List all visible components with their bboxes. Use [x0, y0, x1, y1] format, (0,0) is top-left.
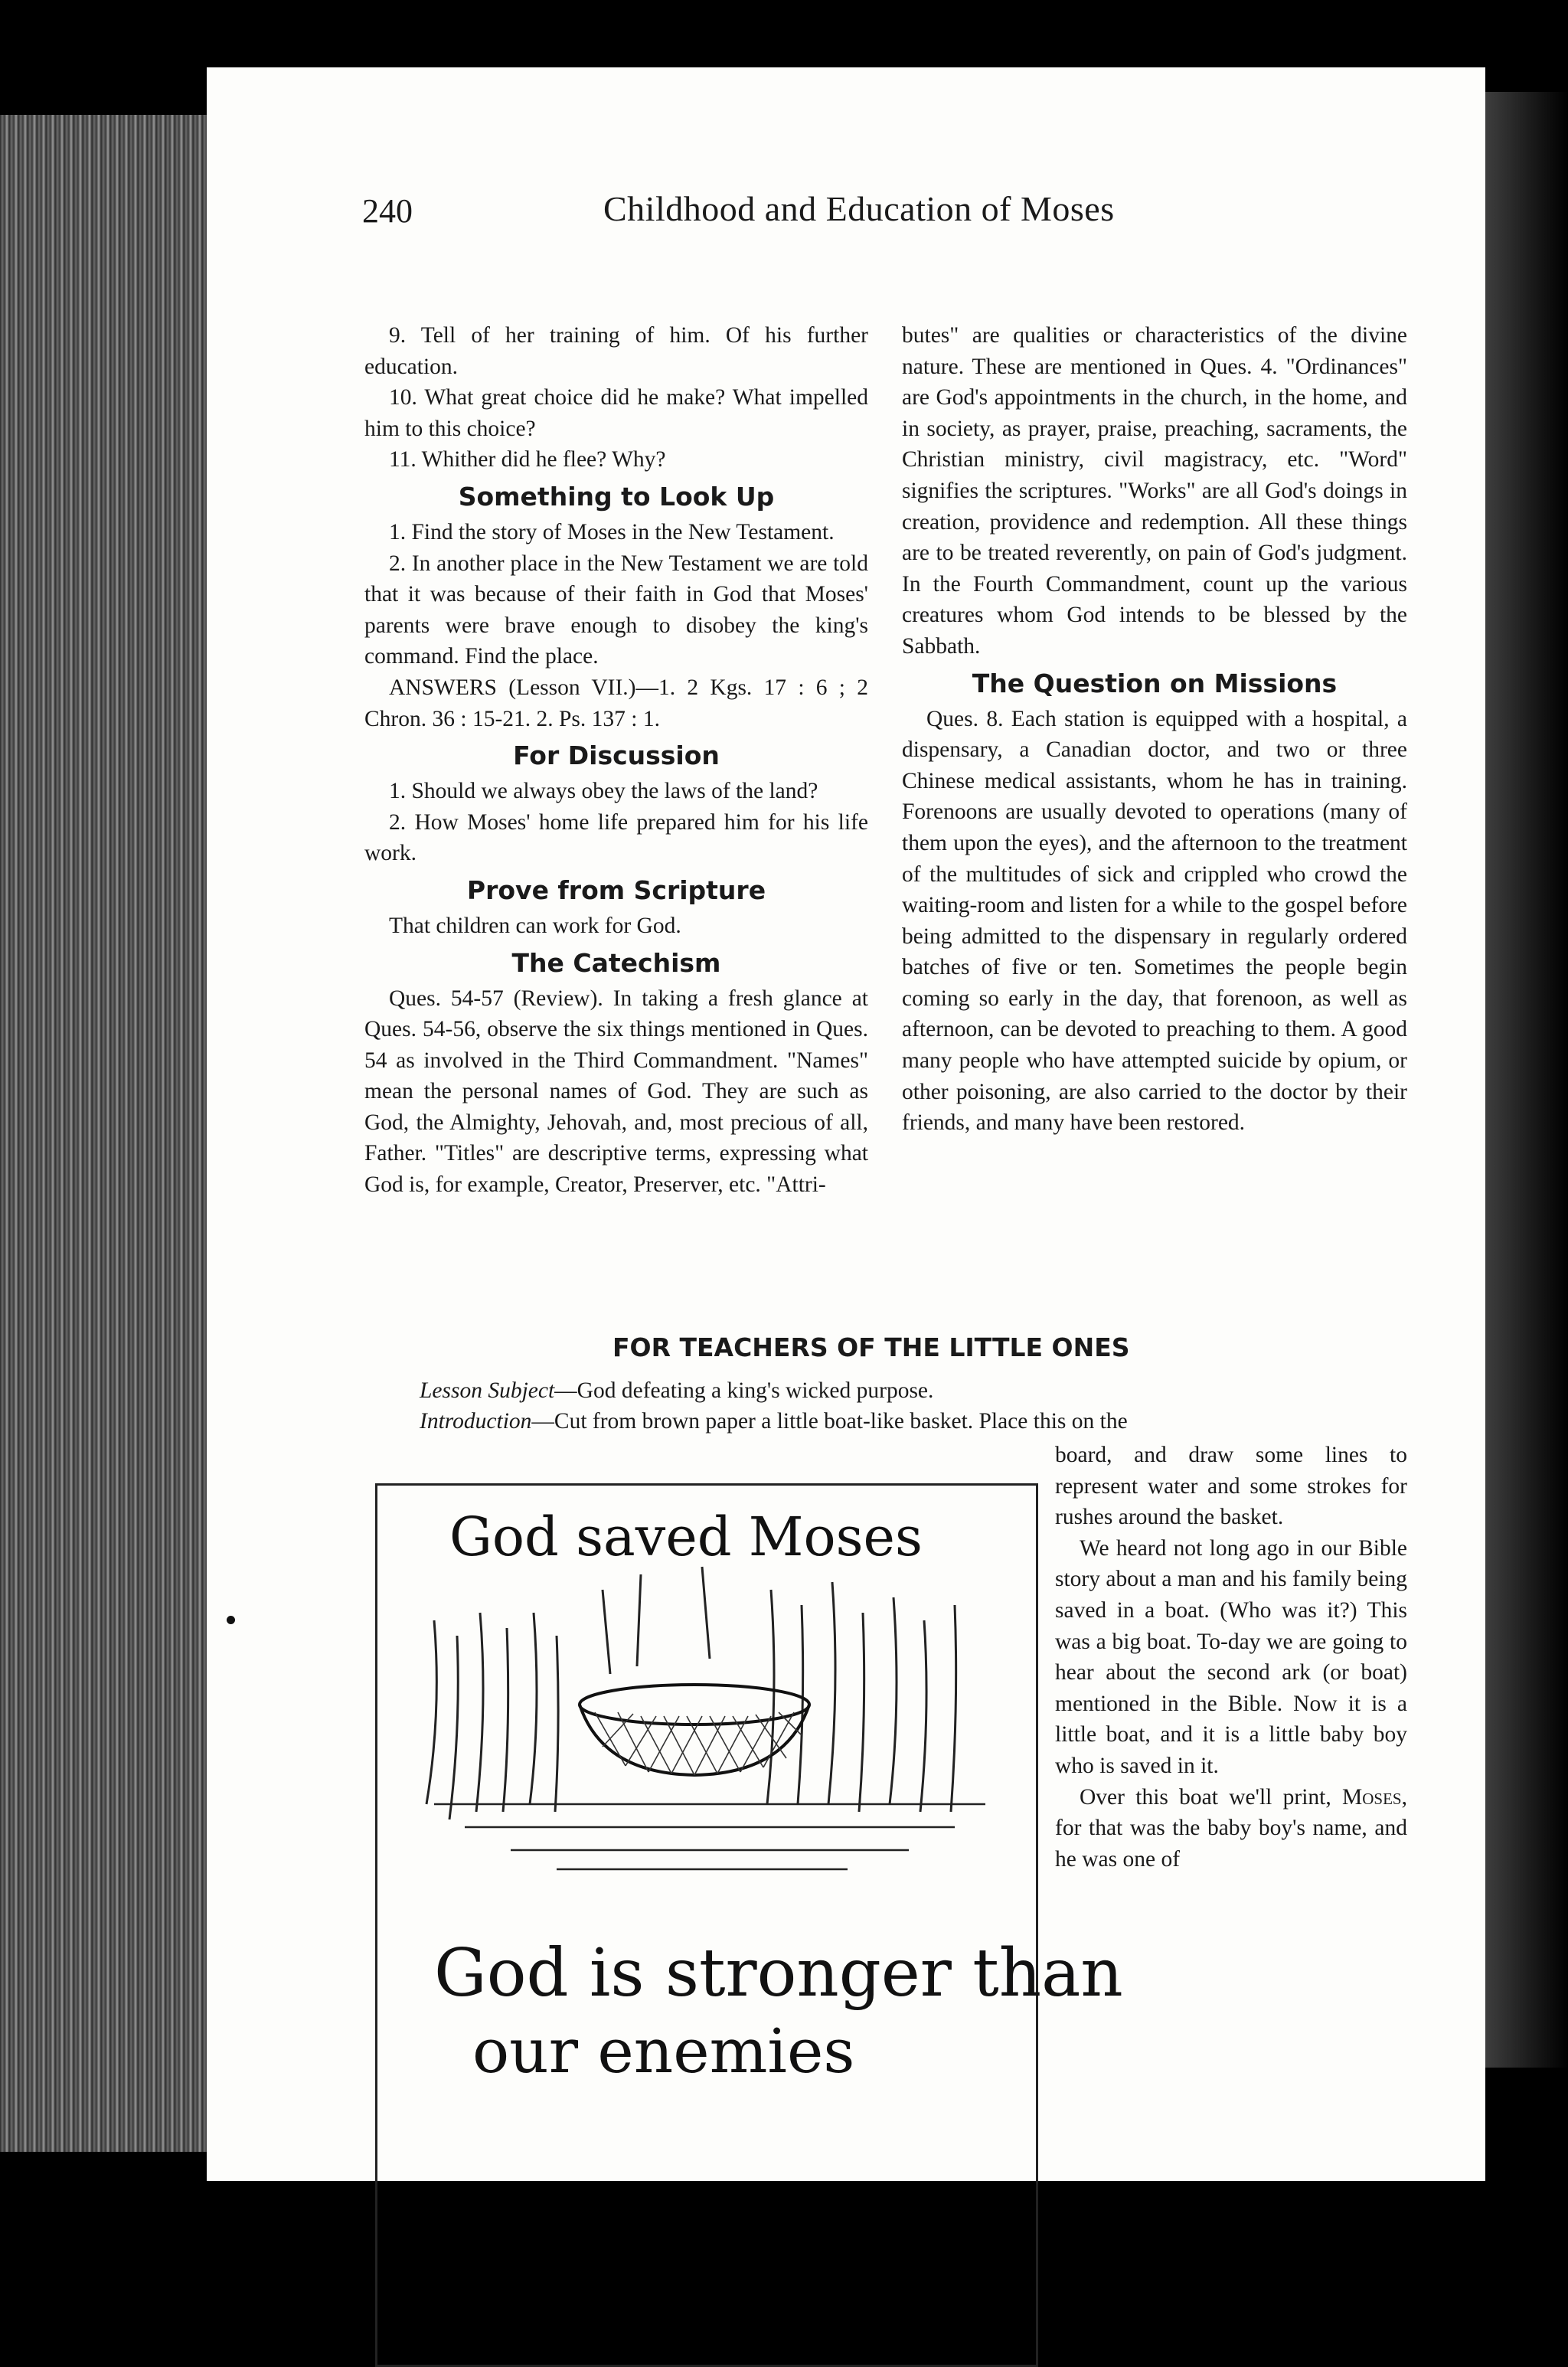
- right-column: [902, 320, 1407, 1139]
- illustration-top-text: God saved Moses: [449, 1506, 923, 1568]
- left-column: [364, 320, 868, 1201]
- illustration-bottom-line1: God is stronger than: [434, 1935, 1123, 2012]
- reeds-icon: [426, 1567, 956, 1819]
- look-up-heading: Something to Look Up: [458, 481, 775, 512]
- discussion-item-2: 2. How Moses' home life prepared him for his life work.: [364, 809, 868, 866]
- discussion-heading: For Discussion: [513, 741, 720, 771]
- catechism-continued: butes" are qualities or characteristics of the divine nature. These are mentioned in Ques. 4. "Ordinances" are God's appointments in the church, in the home, and in society, as prayer, praise, preaching, sacraments, the Christian ministry, civil magistracy, etc. "Word" signifies the scriptures. "Works" are all God's doings in creation, providence and redemption. All these things are to be treated reverently, on pain of God's judgment. In the Fourth Commandment, count up the various creatures whom God intends to be blessed by the Sabbath.: [902, 323, 1407, 659]
- print-moses-text-a: Over this boat we'll print,: [1080, 1784, 1331, 1810]
- lesson-subject-label: Lesson Subject: [420, 1378, 555, 1403]
- catechism-text: Ques. 54-57 (Review). In taking a fresh glance at Ques. 54-56, observe the six things mentioned in Ques. 54 as involved in the Third Commandment. "Names" mean the personal names of God. They are such as God, the Almighty, Jehovah, and, most precious of all, Father. "Titles" are descriptive terms, expressing what God is, for example, Creator, Preserver, etc. "Attri-: [364, 986, 868, 1198]
- discussion-item-1: 1. Should we always obey the laws of the land?: [389, 779, 818, 804]
- running-title: Childhood and Education of Moses: [603, 189, 1115, 228]
- basket-illustration: [373, 1483, 1123, 2365]
- teachers-column: [1055, 1440, 1407, 1875]
- catechism-heading: The Catechism: [511, 947, 721, 978]
- question-9: 9. Tell of her training of him. Of his further education.: [364, 323, 868, 379]
- question-10: 10. What great choice did he make? What impelled him to this choice?: [364, 385, 868, 441]
- prove-text: That children can work for God.: [389, 913, 681, 938]
- book-page-edges: [0, 115, 207, 2152]
- print-moses-paragraph: [1055, 1782, 1407, 1875]
- water-lines-icon: [434, 1804, 985, 1869]
- introduction-line: [420, 1409, 1407, 1434]
- page-number: 240: [362, 192, 413, 230]
- introduction-continued: board, and draw some lines to represent water and some strokes for rushes around the basket.: [1055, 1443, 1407, 1530]
- lesson-subject: [420, 1378, 933, 1404]
- missions-text: Ques. 8. Each station is equipped with a hospital, a dispensary, a Canadian doctor, and two or three Chinese medical assistants, whom he has in training. Forenoons are usually devoted to operations (many of them upon the eyes), and the afternoon to the treatment of the multitudes of sick and crippled who crowd the waiting-room and listen for a while to the gospel before being admitted to the dispensary in regularly ordered batches of five or ten. Sometimes the people begin coming so early in the day, that forenoon, as well as afternoon, can be devoted to preaching to them. A good many people who have attempted suicide by opium, or other poisoning, are also carried to the doctor by their friends, and many have been restored.: [902, 706, 1407, 1136]
- print-moses-text-b: , for that was the baby boy's name, and he was one of: [1055, 1784, 1407, 1872]
- missions-heading: The Question on Missions: [972, 668, 1338, 698]
- book-cover-edge: [1478, 92, 1568, 2068]
- ark-paragraph: We heard not long ago in our Bible story about a man and his family being saved in a boat. (Who was it?) This was a big boat. To-day we are going to hear about the second ark (or boat) mentioned in the Bible. Now it is a little boat, and it is a little baby boy who is saved in it.: [1055, 1535, 1407, 1778]
- introduction-text: —Cut from brown paper a little boat-like basket. Place this on the: [531, 1409, 1128, 1434]
- prove-heading: Prove from Scripture: [466, 875, 766, 905]
- introduction-label: Introduction: [420, 1409, 532, 1434]
- margin-dot: [227, 1616, 235, 1624]
- illustration-bottom-line2: our enemies: [472, 2016, 855, 2087]
- answers: ANSWERS (Lesson VII.)—1. 2 Kgs. 17 : 6 ; 2 Chron. 36 : 15-21. 2. Ps. 137 : 1.: [364, 675, 868, 731]
- look-up-item-1: 1. Find the story of Moses in the New Testament.: [389, 519, 835, 544]
- moses-smallcaps: Moses: [1342, 1784, 1402, 1810]
- teachers-heading: FOR TEACHERS OF THE LITTLE ONES: [612, 1332, 1130, 1362]
- question-11: 11. Whither did he flee? Why?: [389, 447, 666, 472]
- lesson-subject-text: —God defeating a king's wicked purpose.: [554, 1378, 934, 1403]
- look-up-item-2: 2. In another place in the New Testament we are told that it was because of their faith in God that Moses' parents were brave enough to disobey the king's command. Find the place.: [364, 551, 868, 669]
